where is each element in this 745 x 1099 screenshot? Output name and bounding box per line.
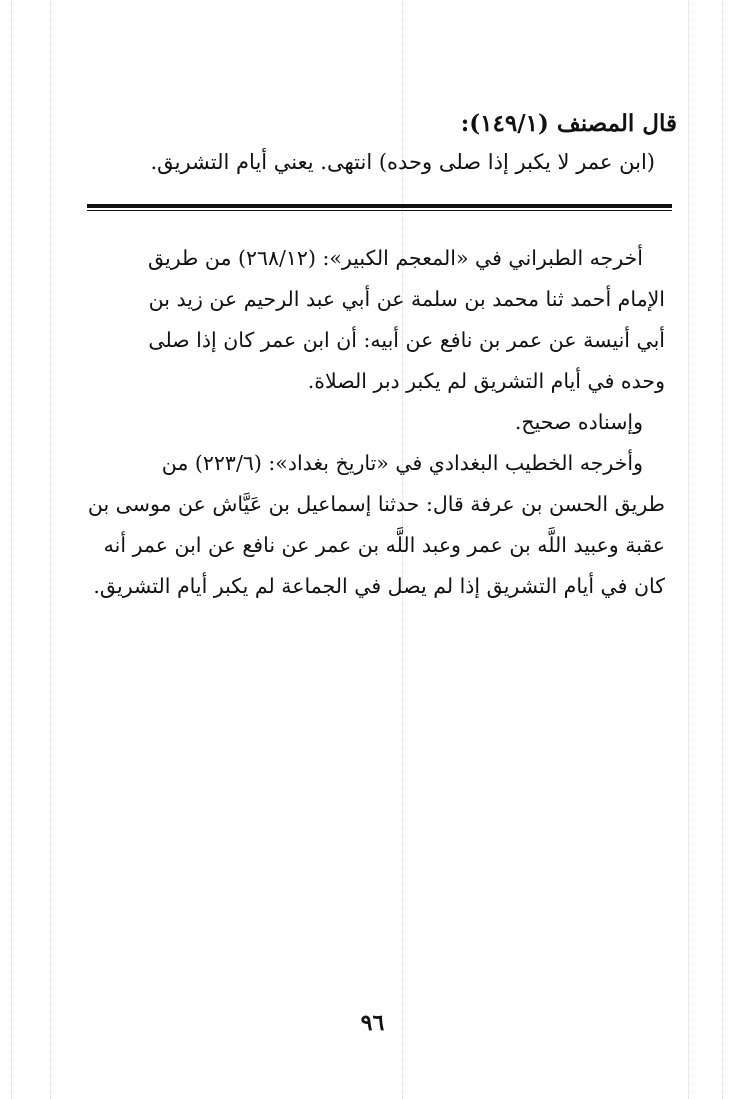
text-line: الإمام أحمد ثنا محمد بن سلمة عن أبي عبد الرحيم عن زيد بن bbox=[148, 287, 665, 311]
text-line: أبي أنيسة عن عمر بن نافع عن أبيه: أن ابن عمر كان إذا صلى bbox=[148, 328, 665, 352]
scan-artifact-line bbox=[688, 0, 689, 1099]
separator-rule-thick bbox=[87, 204, 672, 208]
page-number: ٩٦ bbox=[360, 1010, 385, 1036]
scan-artifact-line bbox=[50, 0, 51, 1099]
scan-artifact-line bbox=[11, 0, 12, 1099]
text-line: وإسناده صحيح. bbox=[514, 410, 643, 434]
paragraph-tabarani bbox=[100, 238, 665, 402]
quoted-statement: (ابن عمر لا يكبر إذا صلى وحده) انتهى. يعني أيام التشريق. bbox=[150, 150, 655, 174]
text-line: وأخرجه الخطيب البغدادي في «تاريخ بغداد»: (٢٢٣/٦) من bbox=[161, 451, 643, 475]
paragraph-isnad bbox=[100, 402, 665, 443]
paragraph-khatib bbox=[87, 443, 665, 607]
text-line: كان في أيام التشريق إذا لم يصل في الجماعة لم يكبر أيام التشريق. bbox=[93, 574, 665, 598]
section-heading: قال المصنف (١٤٩/١): bbox=[460, 110, 677, 137]
text-line: أخرجه الطبراني في «المعجم الكبير»: (٢٦٨/١٢) من طريق bbox=[147, 246, 643, 270]
commentary-body bbox=[87, 238, 665, 607]
text-line: وحده في أيام التشريق لم يكبر دبر الصلاة. bbox=[307, 369, 665, 393]
scan-artifact-line bbox=[722, 0, 723, 1099]
text-line: عقبة وعبيد اللَّه بن عمر وعبد اللَّه بن عمر عن نافع عن ابن عمر أنه bbox=[103, 533, 665, 557]
text-line: طريق الحسن بن عرفة قال: حدثنا إسماعيل بن عَيَّاش عن موسى بن bbox=[87, 492, 665, 516]
separator-rule-thin bbox=[87, 210, 672, 211]
